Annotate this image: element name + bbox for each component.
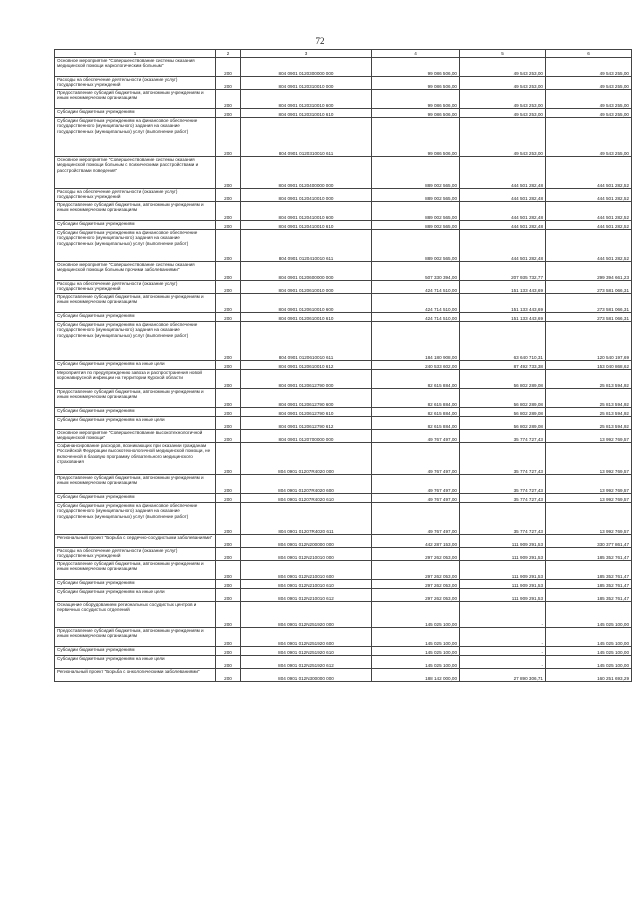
value-cell: 185 352 761,47 xyxy=(546,561,632,580)
value-cell: 35 774 727,43 xyxy=(460,494,546,503)
value-cell: 111 909 291,53 xyxy=(460,589,546,602)
value-cell: 35 774 727,43 xyxy=(460,503,546,535)
value-cell: 804 0901 0120610010 612 xyxy=(241,361,372,370)
value-cell: 145 025 100,00 xyxy=(546,602,632,628)
value-cell: 200 xyxy=(216,90,241,109)
table-row xyxy=(55,262,632,281)
value-cell: 804 0901 0120610010 000 xyxy=(241,281,372,294)
value-cell: 200 xyxy=(216,408,241,417)
column-header: 5 xyxy=(460,50,546,58)
row-label-cell: Субсидии бюджетным учреждениям на финансовое обеспечение государственного (муниципального) задания на оказание государственных (муниципальных) услуг (выполнение работ) xyxy=(55,118,216,157)
value-cell: 299 394 661,23 xyxy=(546,262,632,281)
value-cell: 444 501 282,52 xyxy=(546,230,632,262)
value-cell: 145 025 100,00 xyxy=(372,602,460,628)
row-label-cell: Предоставление субсидий бюджетным, автономным учреждениям и иным некоммерческим организациям xyxy=(55,475,216,494)
value-cell: 49 543 253,00 xyxy=(460,109,546,118)
value-cell: 200 xyxy=(216,589,241,602)
value-cell: 200 xyxy=(216,494,241,503)
value-cell: 200 xyxy=(216,647,241,656)
value-cell: - xyxy=(460,647,546,656)
table-row xyxy=(55,322,632,361)
row-label-cell: Субсидии бюджетным учреждениям на иные цели xyxy=(55,589,216,602)
value-cell: 200 xyxy=(216,294,241,313)
value-cell: 200 xyxy=(216,370,241,389)
value-cell: 444 501 282,52 xyxy=(546,189,632,202)
row-label-cell: Основное мероприятие "Совершенствование системы оказания медицинской помощи наркологическим больным" xyxy=(55,58,216,77)
value-cell: 200 xyxy=(216,262,241,281)
value-cell: 145 025 100,00 xyxy=(546,647,632,656)
row-label-cell: Софинансирование расходов, возникающих при оказании гражданам Российской Федерации высокотехнологичной медицинской помощи, не включенной в базовую программу обязательного медицинского страхования xyxy=(55,443,216,475)
value-cell: 145 025 100,00 xyxy=(372,656,460,669)
row-label-cell: Субсидии бюджетным учреждениям xyxy=(55,313,216,322)
value-cell: 442 287 153,00 xyxy=(372,535,460,548)
value-cell: 889 002 565,00 xyxy=(372,202,460,221)
value-cell: 82 615 884,00 xyxy=(372,408,460,417)
value-cell: 145 025 100,00 xyxy=(372,647,460,656)
value-cell: 200 xyxy=(216,221,241,230)
value-cell: 804 0901 012N300000 000 xyxy=(241,669,372,682)
value-cell: 804 0901 012N210010 610 xyxy=(241,580,372,589)
value-cell: 13 992 769,57 xyxy=(546,494,632,503)
value-cell: 111 909 291,53 xyxy=(460,548,546,561)
value-cell: 444 501 282,52 xyxy=(546,202,632,221)
value-cell: 804 0901 0120610010 600 xyxy=(241,294,372,313)
value-cell: 13 992 769,57 xyxy=(546,443,632,475)
value-cell: 49 543 255,00 xyxy=(546,118,632,157)
value-cell: 27 890 306,71 xyxy=(460,669,546,682)
value-cell: 889 002 565,00 xyxy=(372,157,460,189)
row-label-cell: Предоставление субсидий бюджетным, автономным учреждениям и иным некоммерческим организациям xyxy=(55,561,216,580)
column-header: 4 xyxy=(372,50,460,58)
value-cell: 507 330 394,00 xyxy=(372,262,460,281)
value-cell: 200 xyxy=(216,118,241,157)
value-cell: 200 xyxy=(216,202,241,221)
value-cell: 889 002 565,00 xyxy=(372,189,460,202)
value-cell: 804 0901 0120410010 610 xyxy=(241,221,372,230)
value-cell: 200 xyxy=(216,157,241,189)
value-cell: 25 813 594,92 xyxy=(546,389,632,408)
value-cell: 200 xyxy=(216,535,241,548)
value-cell: 87 492 733,38 xyxy=(460,361,546,370)
table-row xyxy=(55,77,632,90)
row-label-cell: Субсидии бюджетным учреждениям xyxy=(55,408,216,417)
value-cell: 330 377 861,47 xyxy=(546,535,632,548)
value-cell: 25 813 594,92 xyxy=(546,408,632,417)
table-row xyxy=(55,669,632,682)
value-cell: 82 615 884,00 xyxy=(372,389,460,408)
value-cell: 200 xyxy=(216,109,241,118)
row-label-cell: Расходы на обеспечение деятельности (оказание услуг) государственных учреждений xyxy=(55,77,216,90)
value-cell: 56 802 289,08 xyxy=(460,370,546,389)
value-cell: 804 0901 0120410010 600 xyxy=(241,202,372,221)
value-cell: 99 086 506,00 xyxy=(372,77,460,90)
table-row xyxy=(55,548,632,561)
value-cell: 56 802 289,08 xyxy=(460,417,546,430)
table-header-row xyxy=(55,50,632,58)
value-cell: 145 025 100,00 xyxy=(546,628,632,647)
value-cell: 444 501 282,48 xyxy=(460,221,546,230)
value-cell: 804 0901 0120310010 610 xyxy=(241,109,372,118)
value-cell: 49 767 497,00 xyxy=(372,430,460,443)
table-row xyxy=(55,628,632,647)
value-cell: 49 767 497,00 xyxy=(372,503,460,535)
value-cell: 82 615 884,00 xyxy=(372,370,460,389)
table-row xyxy=(55,602,632,628)
value-cell: 804 0901 012N200000 000 xyxy=(241,535,372,548)
value-cell: 444 501 282,52 xyxy=(546,221,632,230)
value-cell: 804 0901 0120612790 600 xyxy=(241,389,372,408)
row-label-cell: Предоставление субсидий бюджетным, автономным учреждениям и иным некоммерческим организациям xyxy=(55,294,216,313)
value-cell: 200 xyxy=(216,230,241,262)
value-cell: 49 543 253,00 xyxy=(460,77,546,90)
table-row xyxy=(55,189,632,202)
value-cell: 804 0901 012N251920 600 xyxy=(241,628,372,647)
value-cell: 200 xyxy=(216,313,241,322)
value-cell: 804 0901 01207R4020 610 xyxy=(241,494,372,503)
value-cell: 424 714 510,00 xyxy=(372,313,460,322)
value-cell: 804 0901 01207R4020 000 xyxy=(241,443,372,475)
table-row xyxy=(55,408,632,417)
value-cell: - xyxy=(460,628,546,647)
value-cell: 49 543 255,00 xyxy=(546,58,632,77)
value-cell: 160 251 693,29 xyxy=(546,669,632,682)
value-cell: 804 0901 012N251920 610 xyxy=(241,647,372,656)
value-cell: 273 581 066,31 xyxy=(546,281,632,294)
row-label-cell: Субсидии бюджетным учреждениям на финансовое обеспечение государственного (муниципального) задания на оказание государственных (муниципальных) услуг (выполнение работ) xyxy=(55,503,216,535)
value-cell: 297 262 053,00 xyxy=(372,561,460,580)
budget-table xyxy=(54,49,632,682)
value-cell: 297 262 053,00 xyxy=(372,548,460,561)
table-row xyxy=(55,475,632,494)
table-row xyxy=(55,561,632,580)
value-cell: 804 0901 012N251920 000 xyxy=(241,602,372,628)
table-row xyxy=(55,294,632,313)
column-header: 1 xyxy=(55,50,216,58)
value-cell: 804 0901 01207R4020 611 xyxy=(241,503,372,535)
table-row xyxy=(55,281,632,294)
value-cell: 804 0901 0120612790 612 xyxy=(241,417,372,430)
value-cell: 200 xyxy=(216,503,241,535)
value-cell: 804 0901 0120310010 000 xyxy=(241,77,372,90)
value-cell: 804 0901 0120300000 000 xyxy=(241,58,372,77)
value-cell: 200 xyxy=(216,656,241,669)
value-cell: 804 0901 0120400000 000 xyxy=(241,157,372,189)
value-cell: 804 0901 0120610010 610 xyxy=(241,313,372,322)
table-row xyxy=(55,90,632,109)
row-label-cell: Субсидии бюджетным учреждениям xyxy=(55,494,216,503)
value-cell: 49 543 255,00 xyxy=(546,77,632,90)
row-label-cell: Предоставление субсидий бюджетным, автономным учреждениям и иным некоммерческим организациям xyxy=(55,389,216,408)
value-cell: 804 0901 0120610010 611 xyxy=(241,322,372,361)
value-cell: 200 xyxy=(216,430,241,443)
value-cell: 273 581 066,31 xyxy=(546,313,632,322)
value-cell: 200 xyxy=(216,548,241,561)
value-cell: 13 992 769,57 xyxy=(546,430,632,443)
table-body xyxy=(55,58,632,682)
row-label-cell: Основное мероприятие "Совершенствование высокотехнологичной медицинской помощи" xyxy=(55,430,216,443)
value-cell: 56 802 289,08 xyxy=(460,389,546,408)
value-cell: 49 767 497,00 xyxy=(372,494,460,503)
value-cell: 444 501 282,48 xyxy=(460,189,546,202)
value-cell: 804 0901 0120410010 611 xyxy=(241,230,372,262)
value-cell: 200 xyxy=(216,77,241,90)
value-cell: 889 002 565,00 xyxy=(372,230,460,262)
table-row xyxy=(55,361,632,370)
row-label-cell: Субсидии бюджетным учреждениям на иные цели xyxy=(55,656,216,669)
value-cell: 200 xyxy=(216,389,241,408)
value-cell: 25 813 594,92 xyxy=(546,417,632,430)
value-cell: 185 352 761,47 xyxy=(546,580,632,589)
value-cell: 207 935 732,77 xyxy=(460,262,546,281)
value-cell: 297 262 053,00 xyxy=(372,580,460,589)
row-label-cell: Расходы на обеспечение деятельности (оказание услуг) государственных учреждений xyxy=(55,548,216,561)
value-cell: 200 xyxy=(216,628,241,647)
column-header: 3 xyxy=(241,50,372,58)
value-cell: 200 xyxy=(216,417,241,430)
value-cell: 63 640 710,31 xyxy=(460,322,546,361)
value-cell: 82 615 884,00 xyxy=(372,417,460,430)
value-cell: 185 352 761,47 xyxy=(546,548,632,561)
value-cell: 200 xyxy=(216,561,241,580)
value-cell: 273 581 066,31 xyxy=(546,294,632,313)
value-cell: 804 0901 0120612790 000 xyxy=(241,370,372,389)
row-label-cell: Субсидии бюджетным учреждениям на финансовое обеспечение государственного (муниципального) задания на оказание государственных (муниципальных) услуг (выполнение работ) xyxy=(55,230,216,262)
table-row xyxy=(55,58,632,77)
row-label-cell: Расходы на обеспечение деятельности (оказание услуг) государственных учреждений xyxy=(55,189,216,202)
row-label-cell: Субсидии бюджетным учреждениям xyxy=(55,221,216,230)
value-cell: 111 909 291,53 xyxy=(460,535,546,548)
value-cell: 424 714 510,00 xyxy=(372,294,460,313)
row-label-cell: Субсидии бюджетным учреждениям xyxy=(55,109,216,118)
value-cell: 151 133 443,69 xyxy=(460,281,546,294)
table-row xyxy=(55,313,632,322)
value-cell: 111 909 291,53 xyxy=(460,561,546,580)
column-header: 6 xyxy=(546,50,632,58)
row-label-cell: Мероприятия по предупреждению завоза и распространения новой коронавирусной инфекции на территории Курской области xyxy=(55,370,216,389)
row-label-cell: Региональный проект "Борьба с онкологическими заболеваниями" xyxy=(55,669,216,682)
table-row xyxy=(55,157,632,189)
value-cell: 49 767 497,00 xyxy=(372,443,460,475)
value-cell: 120 540 197,69 xyxy=(546,322,632,361)
value-cell: 424 714 510,00 xyxy=(372,281,460,294)
value-cell: 889 002 565,00 xyxy=(372,221,460,230)
value-cell: 200 xyxy=(216,669,241,682)
value-cell: 145 025 100,00 xyxy=(546,656,632,669)
value-cell: 804 0901 012N251920 612 xyxy=(241,656,372,669)
value-cell: 25 813 594,92 xyxy=(546,370,632,389)
table-row xyxy=(55,656,632,669)
value-cell: 200 xyxy=(216,475,241,494)
value-cell: 444 501 282,48 xyxy=(460,157,546,189)
table-row xyxy=(55,221,632,230)
value-cell: 99 086 506,00 xyxy=(372,58,460,77)
value-cell: 185 352 761,47 xyxy=(546,589,632,602)
value-cell: 49 543 253,00 xyxy=(460,90,546,109)
table-row xyxy=(55,202,632,221)
table-row xyxy=(55,230,632,262)
row-label-cell: Региональный проект "Борьба с сердечно-сосудистыми заболеваниями" xyxy=(55,535,216,548)
value-cell: 99 086 506,00 xyxy=(372,109,460,118)
row-label-cell: Субсидии бюджетным учреждениям на иные цели xyxy=(55,417,216,430)
value-cell: 49 543 253,00 xyxy=(460,118,546,157)
table-row xyxy=(55,109,632,118)
value-cell: 153 040 868,62 xyxy=(546,361,632,370)
value-cell: 35 774 727,43 xyxy=(460,475,546,494)
value-cell: 56 802 289,08 xyxy=(460,408,546,417)
row-label-cell: Предоставление субсидий бюджетным, автономным учреждениям и иным некоммерческим организациям xyxy=(55,628,216,647)
value-cell: 200 xyxy=(216,281,241,294)
row-label-cell: Предоставление субсидий бюджетным, автономным учреждениям и иным некоммерческим организациям xyxy=(55,202,216,221)
value-cell: 35 774 727,43 xyxy=(460,430,546,443)
value-cell: 444 501 282,48 xyxy=(460,202,546,221)
value-cell: 49 543 253,00 xyxy=(460,58,546,77)
row-label-cell: Субсидии бюджетным учреждениям на финансовое обеспечение государственного (муниципального) задания на оказание государственных (муниципальных) услуг (выполнение работ) xyxy=(55,322,216,361)
value-cell: 49 543 255,00 xyxy=(546,109,632,118)
value-cell: 804 0901 012N210010 000 xyxy=(241,548,372,561)
row-label-cell: Основное мероприятие "Совершенствование системы оказания медицинской помощи больным с психическими расстройствами и расстройствами поведения" xyxy=(55,157,216,189)
value-cell: 804 0901 01207R4020 600 xyxy=(241,475,372,494)
table-row xyxy=(55,494,632,503)
row-label-cell: Субсидии бюджетным учреждениям на иные цели xyxy=(55,361,216,370)
value-cell: 200 xyxy=(216,322,241,361)
value-cell: 200 xyxy=(216,443,241,475)
value-cell: 804 0901 0120310010 611 xyxy=(241,118,372,157)
value-cell: 99 086 506,00 xyxy=(372,90,460,109)
value-cell: 200 xyxy=(216,361,241,370)
table-row xyxy=(55,389,632,408)
row-label-cell: Предоставление субсидий бюджетным, автономным учреждениям и иным некоммерческим организациям xyxy=(55,90,216,109)
value-cell: 804 0901 012N210010 600 xyxy=(241,561,372,580)
row-label-cell: Субсидии бюджетным учреждениям xyxy=(55,647,216,656)
value-cell: 804 0901 0120410010 000 xyxy=(241,189,372,202)
column-header: 2 xyxy=(216,50,241,58)
value-cell: 444 501 282,52 xyxy=(546,157,632,189)
value-cell: 13 992 769,57 xyxy=(546,475,632,494)
row-label-cell: Субсидии бюджетным учреждениям xyxy=(55,580,216,589)
table-row xyxy=(55,443,632,475)
value-cell: 804 0901 0120700000 000 xyxy=(241,430,372,443)
row-label-cell: Расходы на обеспечение деятельности (оказание услуг) государственных учреждений xyxy=(55,281,216,294)
table-row xyxy=(55,417,632,430)
value-cell: 151 133 443,69 xyxy=(460,294,546,313)
table-row xyxy=(55,647,632,656)
value-cell: - xyxy=(460,656,546,669)
value-cell: 200 xyxy=(216,189,241,202)
value-cell: 49 543 255,00 xyxy=(546,90,632,109)
value-cell: 200 xyxy=(216,580,241,589)
value-cell: 297 262 053,00 xyxy=(372,589,460,602)
value-cell: 200 xyxy=(216,602,241,628)
value-cell: - xyxy=(460,602,546,628)
row-label-cell: Основное мероприятие "Совершенствование системы оказания медицинской помощи больным прочими заболеваниями" xyxy=(55,262,216,281)
value-cell: 184 180 908,00 xyxy=(372,322,460,361)
table-row xyxy=(55,580,632,589)
value-cell: 240 533 602,00 xyxy=(372,361,460,370)
value-cell: 99 086 506,00 xyxy=(372,118,460,157)
value-cell: 804 0901 0120600000 000 xyxy=(241,262,372,281)
value-cell: 804 0901 012N210010 612 xyxy=(241,589,372,602)
table-row xyxy=(55,118,632,157)
value-cell: 151 133 443,69 xyxy=(460,313,546,322)
value-cell: 188 142 000,00 xyxy=(372,669,460,682)
value-cell: 111 909 291,53 xyxy=(460,580,546,589)
value-cell: 804 0901 0120612790 610 xyxy=(241,408,372,417)
table-row xyxy=(55,430,632,443)
value-cell: 804 0901 0120310010 600 xyxy=(241,90,372,109)
value-cell: 145 025 100,00 xyxy=(372,628,460,647)
page-number: 72 xyxy=(315,36,325,46)
table-row xyxy=(55,503,632,535)
table-row xyxy=(55,589,632,602)
value-cell: 49 767 497,00 xyxy=(372,475,460,494)
table-row xyxy=(55,370,632,389)
value-cell: 200 xyxy=(216,58,241,77)
table-row xyxy=(55,535,632,548)
row-label-cell: Оснащение оборудованием региональных сосудистых центров и первичных сосудистых отделений xyxy=(55,602,216,628)
value-cell: 35 774 727,43 xyxy=(460,443,546,475)
value-cell: 13 992 769,57 xyxy=(546,503,632,535)
value-cell: 444 501 282,48 xyxy=(460,230,546,262)
